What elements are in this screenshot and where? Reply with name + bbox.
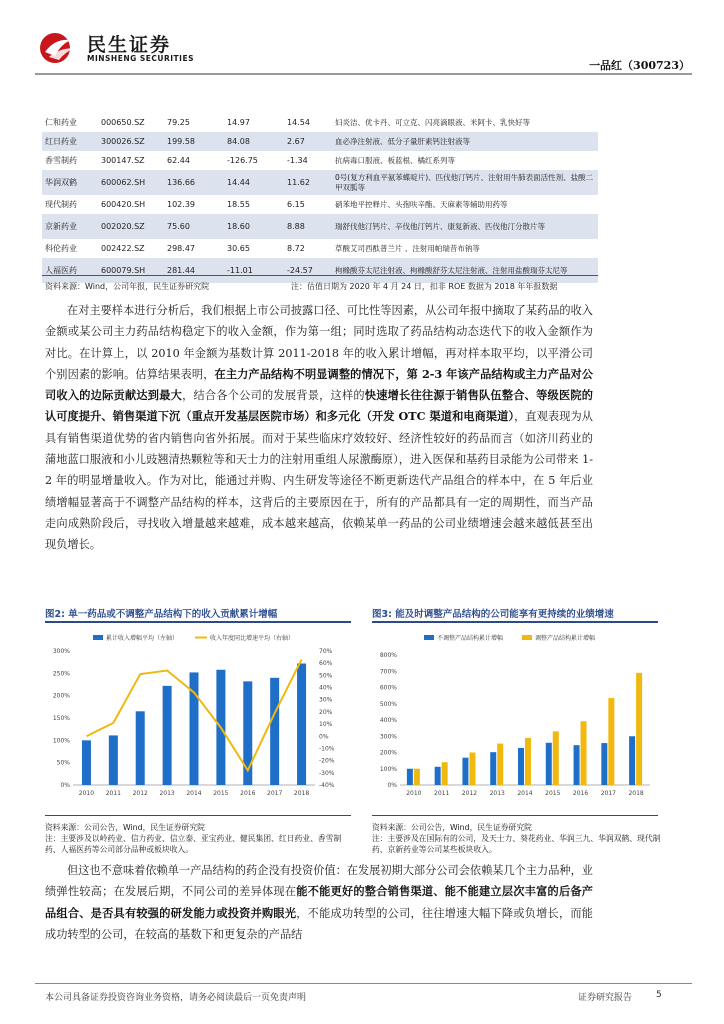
x-tick-label: 2017 [600, 790, 616, 797]
footer-report-type: 证券研究报告 [578, 993, 633, 1003]
table-row [42, 258, 598, 283]
bar-series1-2011 [435, 767, 441, 785]
table-cell-v2: -126.75 [227, 155, 258, 165]
bar-series1-2016 [574, 745, 580, 785]
footer-divider [35, 983, 692, 984]
x-tick-label: 2014 [186, 790, 202, 797]
table-note: 注：估值日期为 2020 年 4 月 24 日，扣非 ROE 数据为 2018 年年报数据 [291, 282, 558, 291]
right-tick-label: 60% [319, 660, 333, 668]
x-tick-label: 2018 [628, 790, 644, 797]
x-tick-label: 2010 [78, 790, 95, 797]
table-cell-name: 红日药业 [45, 136, 77, 146]
table-cell-products: 瑞舒伐他汀钙片、辛伐他汀钙片、康复新液、匹伐他汀分散片等 [335, 221, 545, 231]
table-row [42, 113, 598, 132]
table-cell-code: 600079.SH [101, 265, 146, 275]
table-source: 资料来源：Wind，公司年报，民生证券研究院 [45, 282, 210, 291]
bar-series2-2014 [525, 738, 531, 785]
table-cell-name: 华润双鹤 [45, 177, 77, 187]
table-cell-v3: 14.54 [287, 117, 310, 127]
bar-series1-2012 [462, 758, 468, 785]
table-cell-v2: -11.01 [227, 265, 253, 275]
legend-series2-swatch [522, 635, 532, 640]
right-tick-label: 10% [319, 721, 333, 729]
y-tick-label: 700% [379, 668, 397, 676]
right-tick-label: 50% [319, 672, 333, 680]
left-tick-label: 200% [52, 692, 70, 700]
table-cell-v1: 79.25 [167, 117, 190, 127]
figure-3-title: 图3: 能及时调整产品结构的公司能享有更持续的业绩增速 [372, 609, 614, 620]
right-tick-label: -10% [319, 745, 335, 753]
table-cell-products: 血必净注射液、低分子量肝素钙注射液等 [335, 136, 470, 146]
table-cell-v3: 11.62 [287, 177, 310, 187]
table-row [42, 214, 598, 239]
y-tick-label: 100% [379, 765, 397, 773]
left-tick-label: 250% [52, 670, 70, 678]
bar-series2-2012 [469, 753, 475, 786]
table-cell-code: 002020.SZ [101, 221, 145, 231]
table-cell-v1: 136.66 [167, 177, 195, 187]
legend-series1-label: 不调整产品结构累计增幅 [437, 635, 504, 642]
logo [35, 30, 81, 66]
figure-3-rule [372, 621, 658, 623]
x-tick-label: 2011 [105, 790, 121, 797]
table-cell-name: 人福医药 [45, 265, 77, 275]
bar-2018 [297, 664, 306, 785]
figure-2-rule [45, 621, 351, 623]
x-tick-label: 2014 [517, 790, 533, 797]
x-tick-label: 2016 [572, 790, 589, 797]
table-cell-code: 000650.SZ [101, 117, 145, 127]
bar-series1-2013 [490, 752, 496, 785]
table-cell-v2: 18.55 [227, 199, 250, 209]
table-cell-products: 草酸艾司西酞普兰片 、注射用帕瑞昔布钠等 [335, 243, 480, 253]
table-row [42, 170, 598, 195]
y-tick-label: 600% [379, 684, 397, 692]
table-row [42, 195, 598, 214]
left-tick-label: 0% [60, 782, 70, 789]
table-cell-v3: 8.72 [287, 243, 305, 253]
legend-series2-label: 调整产品结构累计增幅 [535, 635, 596, 642]
bar-2010 [82, 740, 91, 785]
x-tick-label: 2016 [240, 790, 256, 797]
table-cell-products: 0号(复方利血平氨苯蝶啶片)、匹伐他汀钙片、注射用牛肺表面活性剂、盐酸二甲双胍等 [335, 172, 594, 192]
table-cell-code: 600062.SH [101, 177, 146, 187]
table-row [42, 239, 598, 258]
bar-series1-2015 [546, 743, 552, 785]
table-cell-v3: 8.88 [287, 221, 305, 231]
table-cell-name: 京新药业 [45, 221, 77, 231]
y-tick-label: 0% [387, 782, 397, 789]
header-divider [35, 73, 692, 75]
figure-3-source: 资料来源：公司公告，Wind，民生证券研究院 注：主要涉及在国际有的公司，及天士力、葵花药业、华润三九、华润双鹤、现代制药、京新药业等公司某些板块收入。 [372, 823, 661, 854]
table-cell-v3: 6.15 [287, 199, 305, 209]
right-tick-label: 40% [319, 684, 333, 692]
y-tick-label: 800% [379, 652, 397, 659]
table-bottom-rule [42, 275, 598, 276]
figure-2-source: 资料来源：公司公告，Wind，民生证券研究院 注：主要涉及以岭药业、信力药业、信立泰、亚宝药业、健民集团、红日药业、香雪制药、人福医药等公司部分品种或板块收入。 [45, 823, 342, 854]
company-title: 一品红（300723） [589, 59, 690, 72]
x-tick-label: 2015 [213, 790, 229, 797]
table-cell-v2: 18.60 [227, 221, 250, 231]
table-cell-products: 妇炎洁、优卡丹、可立克、闪亮滴眼液、米阿卡、乳快好等 [335, 117, 530, 127]
y-tick-label: 300% [379, 733, 397, 741]
legend-bar-label: 累计收入增幅平均（左轴） [106, 635, 179, 642]
table-row [42, 151, 598, 170]
table-cell-v2: 84.08 [227, 136, 250, 146]
legend-line-label: 收入年度同比增速平均（右轴） [210, 635, 295, 642]
page-number: 5 [656, 990, 662, 1000]
table-cell-v3: -1.34 [287, 155, 308, 165]
legend-series1-swatch [424, 635, 434, 640]
right-tick-label: -20% [319, 757, 335, 765]
bar-2011 [109, 735, 118, 785]
right-tick-label: 0% [319, 733, 329, 741]
bar-series1-2017 [601, 743, 607, 785]
table-cell-code: 600420.SH [101, 199, 146, 209]
table-cell-v1: 281.44 [167, 265, 195, 275]
table-cell-v2: 14.44 [227, 177, 250, 187]
table-cell-v1: 102.39 [167, 199, 195, 209]
body-paragraph-2: 但这也不意味着依赖单一产品结构的药企没有投资价值：在发展初期大部分公司会依赖某几个主力品种，业绩弹性较高；在发展后期，不同公司的差异体现在能不能更好的整合销售渠道、能不能建立层次丰富的后备产品组合、是否具有较强的研发能力或投资并购眼光，不能成功转型的公司，往往增速大幅下降或负增长，而能成功转型的公司，在较高的基数下和更复杂的产品结 [45, 864, 593, 941]
y-tick-label: 200% [379, 749, 397, 757]
table-cell-v1: 62.44 [167, 155, 190, 165]
bar-series2-2010 [414, 769, 420, 785]
bar-2013 [163, 686, 172, 785]
table-cell-name: 现代制药 [45, 199, 77, 209]
footer-disclaimer: 本公司具备证券投资咨询业务资格，请务必阅读最后一页免责声明 [45, 993, 307, 1003]
table-row [42, 132, 598, 151]
bar-series2-2011 [442, 762, 448, 785]
bar-2012 [136, 711, 145, 785]
right-tick-label: -40% [319, 782, 335, 789]
left-tick-label: 50% [56, 759, 70, 767]
left-tick-label: 150% [52, 715, 70, 722]
table-cell-products: 硝苯地平控释片、头孢呋辛酯、天麻素等辅助用药等 [335, 199, 508, 209]
x-tick-label: 2012 [132, 790, 148, 797]
table-cell-v2: 14.97 [227, 117, 250, 127]
table-cell-name: 仁和药业 [45, 117, 77, 127]
company-comparison-table [42, 113, 598, 283]
bar-2017 [270, 678, 279, 785]
brand-name-en: MINSHENG SECURITIES [87, 54, 194, 63]
body-paragraph-1: 在对主要样本进行分析后，我们根据上市公司披露口径、可比性等因素，从公司年报中摘取了某药品的收入金额或某公司主力药品结构稳定下的收入金额，作为第一组；同时选取了药品结构动态迭代下的收入金额作为对比。在计算上，以 2010 年金额为基数计算 2011-2018 年的收入累计增幅，再对样本取平均，以平滑公司个别因素的影响。估算结果表明，在主力产品结构不明显调整的情况下，第 2-3 年该产品结构或主力产品对公司收入的边际贡献达到最大，结合各个公司的发展背景，这样的快速增长往往源于销售队伍整合、等级医院的认可度提升、销售渠道下沉（重点开发基层医院市场）和多元化（开发 OTC 渠道和电商渠道），直观表现为从具有销售渠道优势的省内销售向省外拓展。而对于某些临床疗效较好、经济性较好的药品而言（如济川药业的蒲地蓝口服液和小儿豉翘清热颗粒等和天士力的注射用重组人尿激酶原），进入医保和基药目录能为公司带来 1-2 年的明显增量收入。作为对比，能通过并购、内生研发等途径不断更新迭代产品组合的样本中，在 5 年后业绩增幅显著高于不调整产品结构的样本，这背后的主要原因在于，所有的产品都具有一定的周期性，而当产品走向成熟阶段后，寻找收入增量越来越难，成本越来越高，依赖某单一药品的公司业绩增速会越来越低甚至出现负增长。 [45, 304, 593, 552]
figure-2-chart [45, 625, 351, 805]
figure-2-rule-bottom [45, 815, 351, 816]
bar-series2-2013 [497, 744, 503, 785]
right-tick-label: -30% [319, 769, 335, 777]
figure-3-rule-bottom [372, 815, 658, 816]
table-cell-v1: 298.47 [167, 243, 195, 253]
x-tick-label: 2012 [461, 790, 478, 797]
table-cell-name: 科伦药业 [45, 243, 77, 253]
right-tick-label: 20% [319, 708, 333, 716]
bar-series2-2015 [553, 731, 559, 785]
x-tick-label: 2013 [489, 790, 505, 797]
left-tick-label: 300% [52, 648, 70, 655]
table-cell-v3: -24.57 [287, 265, 313, 275]
table-cell-name: 香雪制药 [45, 155, 77, 165]
bar-series1-2010 [407, 769, 413, 785]
table-cell-v1: 75.60 [167, 221, 190, 231]
table-cell-code: 300147.SZ [101, 155, 145, 165]
bar-series1-2014 [518, 748, 524, 785]
logo-icon [35, 30, 81, 66]
y-tick-label: 500% [379, 700, 397, 708]
table-cell-code: 002422.SZ [101, 243, 145, 253]
x-tick-label: 2011 [434, 790, 450, 797]
x-tick-label: 2010 [406, 790, 422, 797]
table-cell-products: 枸橼酸芬太尼注射液、枸橼酸舒芬太尼注射液、注射用盐酸瑞芬太尼等 [335, 265, 568, 275]
y-tick-label: 400% [379, 717, 397, 724]
legend-bar-swatch [93, 635, 103, 640]
figure-3-chart [372, 625, 658, 805]
table-cell-v1: 199.58 [167, 136, 195, 146]
bar-series2-2018 [636, 673, 642, 785]
x-tick-label: 2013 [159, 790, 175, 797]
left-tick-label: 100% [52, 737, 70, 745]
bar-series1-2018 [629, 736, 635, 785]
x-tick-label: 2017 [267, 790, 283, 797]
right-tick-label: 30% [319, 696, 333, 704]
table-cell-v2: 30.65 [227, 243, 250, 253]
brand-name-cn: 民生证券 [87, 34, 172, 56]
table-cell-code: 300026.SZ [101, 136, 145, 146]
bar-series2-2016 [581, 721, 587, 785]
x-tick-label: 2018 [293, 790, 310, 797]
table-cell-products: 抗病毒口服液、板蓝根、橘红系列等 [335, 155, 455, 165]
bar-series2-2017 [608, 698, 614, 785]
figure-2-title: 图2: 单一药品或不调整产品结构下的收入贡献累计增幅 [45, 609, 278, 620]
x-tick-label: 2015 [545, 790, 561, 797]
table-cell-v3: 2.67 [287, 136, 305, 146]
right-tick-label: 70% [319, 648, 333, 655]
